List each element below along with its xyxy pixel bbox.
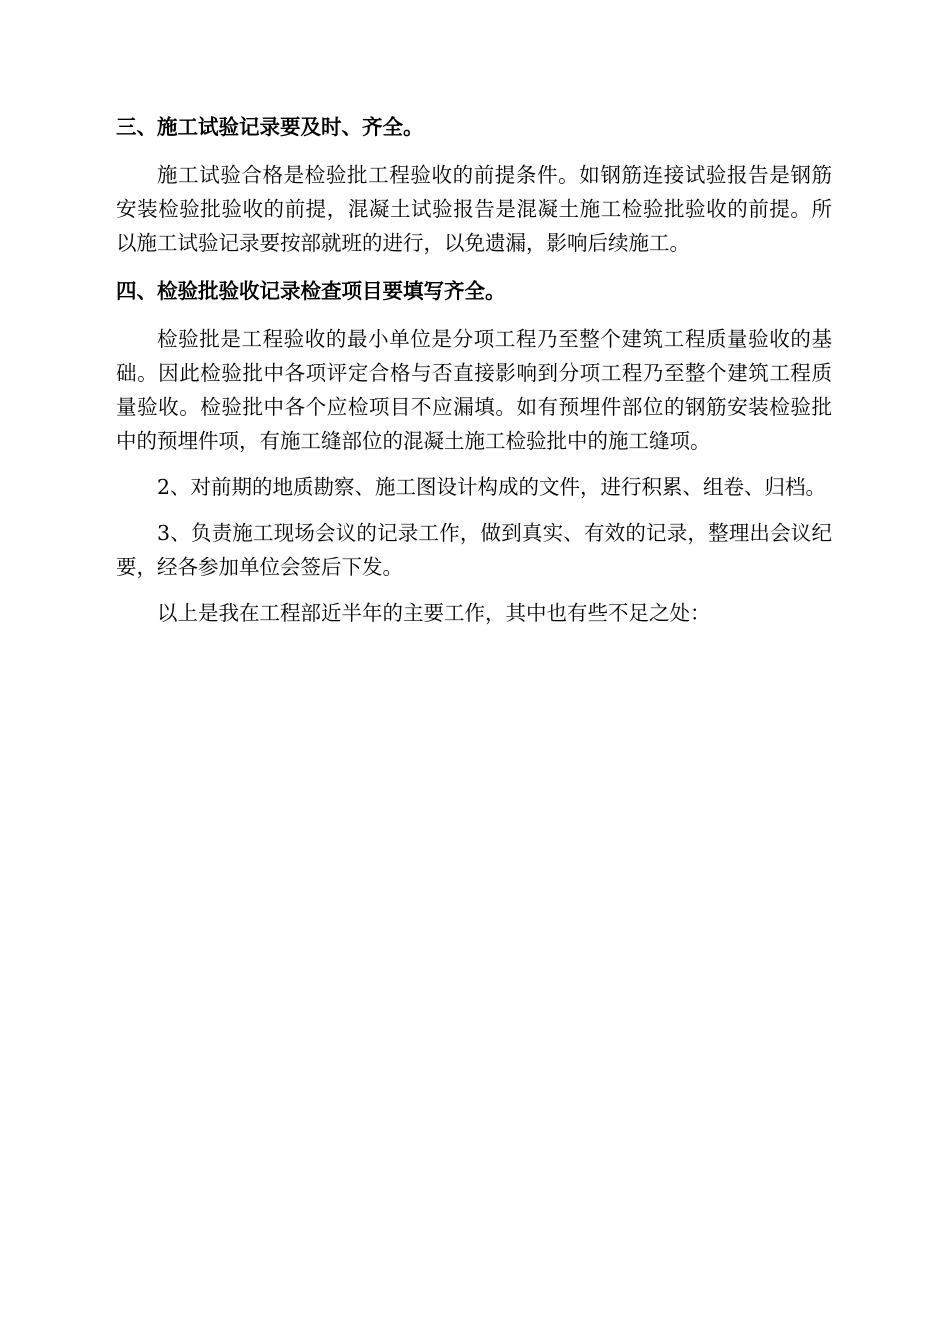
paragraph-test-records: 施工试验合格是检验批工程验收的前提条件。如钢筋连接试验报告是钢筋安装检验批验收的前提，混凝土试验报告是混凝土施工检验批验收的前提。所以施工试验记录要按部就班的进行，以免遗漏，影响后续施工。 — [116, 163, 832, 255]
document-page — [116, 108, 832, 642]
section-heading-4: 四、检验批验收记录检查项目要填写齐全。 — [116, 279, 506, 303]
paragraph-summary: 以上是我在工程部近半年的主要工作，其中也有些不足之处： — [157, 601, 711, 625]
paragraph-inspection-batch: 检验批是工程验收的最小单位是分项工程乃至整个建筑工程质量验收的基础。因此检验批中各项评定合格与否直接影响到分项工程乃至整个建筑工程质量验收。检验批中各个应检项目不应漏填。如有预埋件部位的钢筋安装检验批中的预埋件项，有施工缝部位的混凝土施工检验批中的施工缝项。 — [116, 327, 832, 453]
paragraph-item-3: 3、负责施工现场会议的记录工作，做到真实、有效的记录，整理出会议纪要，经各参加单位会签后下发。 — [116, 521, 832, 579]
paragraph-item-2: 2、对前期的地质勘察、施工图设计构成的文件，进行积累、组卷、归档。 — [157, 475, 827, 499]
section-heading-3: 三、施工试验记录要及时、齐全。 — [116, 115, 424, 139]
